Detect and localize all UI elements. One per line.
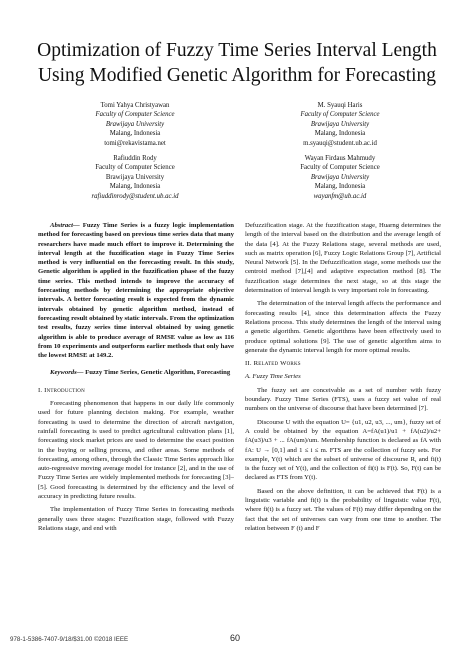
author-block-2 <box>260 101 420 148</box>
author-name: Rafiuddin Rody <box>113 155 157 162</box>
author-affiliation: Faculty of Computer Science <box>95 164 175 172</box>
section-heading-related-works: II. Related Works <box>245 360 301 368</box>
paper-title <box>10 38 464 88</box>
author-institution: Brawijaya University <box>310 173 370 181</box>
subsection-heading-fts: A. Fuzzy Time Series <box>245 373 301 381</box>
right-paragraph-4: Discourse U with the equation U= {u1, u2, u3, ..., um}, fuzzy set of A could be obtained by the equation A=fA(u1)/u1 + fA(u2)/u2+ fA(u3)/u3 + ... fA(um)/um. Membership function is declared as fA with fA: U → [0,1] and 1 ≤ i ≤ m. FTS are the collection of fuzzy sets. For example, Y(t) which are the subset of universe of discourse R, and fi(t) is the fuzzy set of Y(t), and the collection of fi(t) is F(t). So, F(t) can be declared as FTS from Y(t). <box>245 418 441 482</box>
author-location: Malang, Indonesia <box>109 183 161 191</box>
abstract-label: Abstract— <box>50 222 80 229</box>
right-column <box>245 221 441 533</box>
author-email: wayanfm@ub.ac.id <box>313 192 367 200</box>
author-location: Malang, Indonesia <box>314 183 366 191</box>
footer-isbn: 978-1-5386-7407-9/18/$31.00 ©2018 IEEE <box>10 636 129 643</box>
author-location: Malang, Indonesia <box>109 130 161 138</box>
author-email: m.syauqi@student.ub.ac.id <box>303 139 377 147</box>
left-column <box>38 221 234 533</box>
author-institution: Brawijaya University <box>105 173 165 181</box>
right-paragraph-5: Based on the above definition, it can be achieved that F(t) is a linguistic variable and fi(t) is the probability of linguistic value F(t), where fi(t) is a fuzzy set. The values of F(t) may differ depending on the fact that the set of universes can vary from one time to another. The relation between F (t) and F <box>245 487 441 532</box>
author-institution: Brawijaya University <box>105 120 165 128</box>
title-line-1: Optimization of Fuzzy Time Series Interval Length <box>37 40 437 61</box>
author-institution: Brawijaya University <box>310 120 370 128</box>
author-affiliation: Faculty of Computer Science <box>95 111 175 119</box>
right-paragraph-2: The determination of the interval length affects the performance and forecasting results [4], since this determination affects the Fuzzy Relations process. This study determines the length of the interval using a genetic algorithm. Genetic algorithms have been effectively used to produce optimal solutions [9]. The use of genetic algorithm aims to generate the dynamic interval length for more optimal results. <box>245 300 441 354</box>
author-email: rafiuddinrody@student.ub.ac.id <box>91 192 179 200</box>
abstract-text: Fuzzy Time Series is a fuzzy logic implementation method for forecasting based on previous time series data that many researchers have made much effort to improve it. Determining the interval length at the fuzzification stage in Fuzzy Time Series method is very influential on the forecasting result. In this study, Genetic algorithm is applied in the fuzzification phase of the fuzzy time series. This method intends to improve the accuracy of forecasting methods by determining the appropriate objective intervals. A better forecasting result is expected from the dynamic intervals obtained by genetic algorithm method, instead of forecasting result obtained by static intervals. From the optimization test results, fuzzy series time interval obtained by using genetic algorithm is able to produce average of RMSE value as low as 116 from 10 experiments and outperform earlier methods that only have the lowest RMSE at 149.2. <box>38 222 234 360</box>
author-name: Wayan Firdaus Mahmudy <box>304 155 376 162</box>
author-location: Malang, Indonesia <box>314 130 366 138</box>
author-email: tomi@rekavistama.net <box>104 139 166 147</box>
author-block-3 <box>55 154 215 201</box>
keywords-text: Fuzzy Time Series, Genetic Algorithm, Forecasting <box>85 369 231 377</box>
section-heading-introduction: I. Introduction <box>38 386 85 394</box>
author-affiliation: Faculty of Computer Science <box>300 111 380 119</box>
intro-paragraph-1: Forecasting phenomenon that happens in our daily life commonly used for future planning decision making. For example, weather forecasting is used to determine the direction of aircraft navigation, rainfall forecasting is used to predict agricultural cultivation plans [1], forecasting stock market prices are used to determine the exact position in the buying or selling process, and other areas. Some methods of forecasting, among others, through the Classic Time Series approach like auto-regressive moving average model for instance [2], and in the use of Fuzzy Time Series are widely implemented methods for forecasting [3]–[5]. Good forecasting is determined by the efficiency and the level of accuracy in predicting future results. <box>38 400 234 501</box>
page-number: 60 <box>230 633 241 643</box>
intro-paragraph-2: The implementation of Fuzzy Time Series in forecasting methods generally uses three stages: Fuzzification stage, followed with Fuzzy Relations stage, and end with <box>38 506 234 532</box>
author-affiliation: Faculty of Computer Science <box>300 164 380 172</box>
keywords <box>38 368 234 377</box>
title-line-2: Using Modified Genetic Algorithm for Forecasting <box>37 65 437 86</box>
keywords-label: Keywords— <box>50 369 84 377</box>
author-name: Tomi Yahya Christyawan <box>100 102 170 109</box>
right-paragraph-1: Defuzzification stage. At the fuzzification stage, Huarng determines the length of the interval based on the distribution and the average length of the data [4]. At the Fuzzy Relations stage, several methods are used, such as matrix operation [6], Fuzzy Logic Relations Group [7], Artificial Neural Network [5]. In the Defuzzification stage, some methods use the centroid method [7],[4] and adaptive expectation method [8]. The fuzzification stage determines the next stage, so at this stage the determination of interval length is very important role in forecasting. <box>245 222 441 295</box>
right-paragraph-3: The fuzzy set are conceivable as a set of number with fuzzy boundary. Fuzzy Time Series (FTS), uses a fuzzy set value of real numbers on the universe of discourse that have been determined [7]. <box>245 386 441 413</box>
author-block-1 <box>55 101 215 148</box>
author-name: M. Syauqi Haris <box>317 102 363 109</box>
abstract <box>38 221 234 360</box>
author-block-4 <box>260 154 420 201</box>
